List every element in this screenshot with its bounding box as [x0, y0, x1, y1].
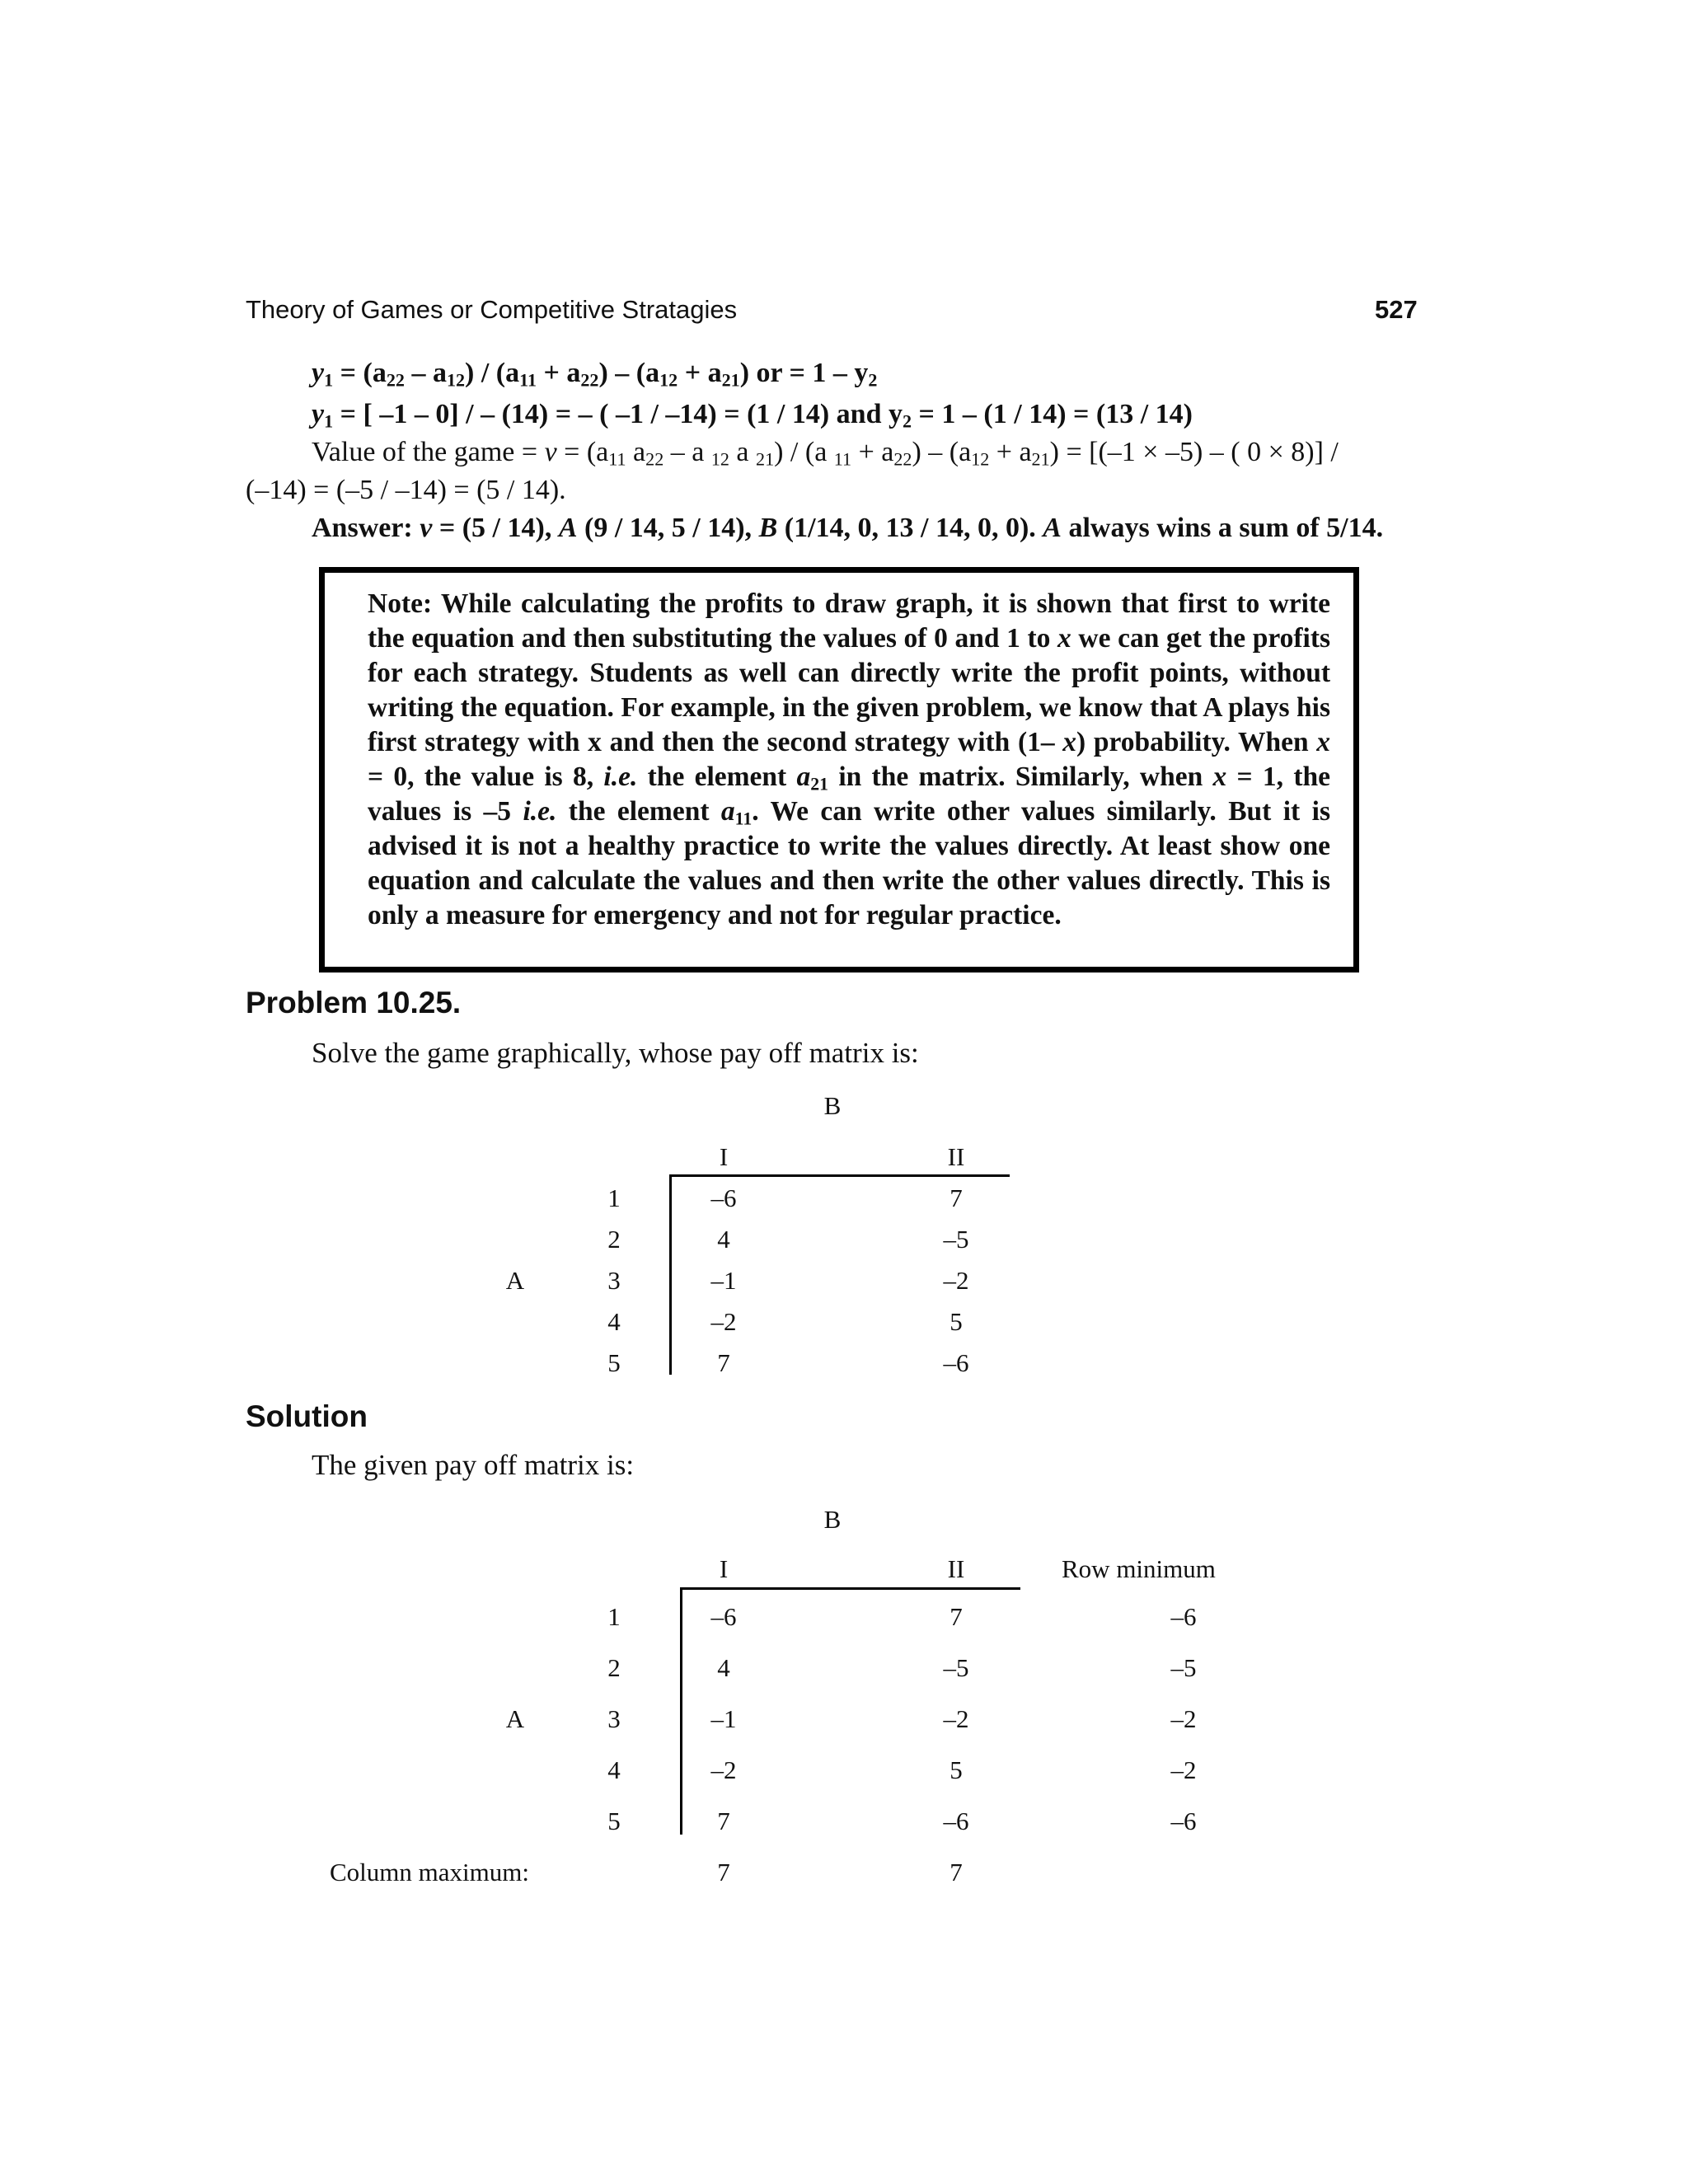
matrix-col-header: II	[947, 1142, 965, 1171]
row-minimum-value: –2	[1170, 1755, 1197, 1784]
matrix-cell: 7	[717, 1348, 730, 1377]
problem-heading: Problem 10.25.	[246, 986, 462, 1019]
row-minimum-header: Row minimum	[1062, 1554, 1216, 1583]
matrix-row-label: 5	[607, 1807, 621, 1835]
note-text: Note: While calculating the profits to draw graph, it is shown that first to write the equation and then substituting the values of 0 and 1 to x we can get the profits for each strategy. Students as well can directly write the profit points, without writing the equation. For example, in the given problem, we know that A plays his first strategy with x and then the second strategy with (1– x) probability. When x = 0, the value is 8, i.e. the element $a_{21}$ in the matrix. Similarly, when x = 1, the values is –5 i.e. the element $a_{11}$. We can write other values similarly. But it is advised it is not a healthy practice to write the values directly. At least show one equation and calculate the values and then write the other values directly. This is only a measure for emergency and not for regular practice.	[368, 588, 1331, 930]
matrix-cell: –5	[943, 1225, 969, 1254]
matrix-cell: –1	[710, 1704, 737, 1733]
row-minimum-value: –5	[1170, 1653, 1197, 1682]
column-maximum-label: Column maximum:	[330, 1858, 529, 1886]
matrix-row-label: 2	[607, 1653, 621, 1682]
matrix-cell: –5	[943, 1653, 969, 1682]
matrix-row-label: 4	[607, 1307, 621, 1336]
matrix-row-label: 1	[607, 1602, 621, 1631]
matrix-left-rule	[680, 1587, 682, 1835]
equation-y1-values: $y_1$ = [ –1 – 0] / – (14) = – ( –1 / –14) = (1 / 14) and $y_2 = 1 - (1 / 14) = (13 / 14)$	[312, 399, 1193, 432]
column-maximum-value: 7	[717, 1858, 730, 1886]
matrix-cell: 5	[950, 1755, 963, 1784]
solution-heading: Solution	[246, 1399, 368, 1433]
matrix-cell: 7	[950, 1602, 963, 1631]
answer-line: Answer: v = (5 / 14), A (9 / 14, 5 / 14), B (1/14, 0, 13 / 14, 0, 0). A always wins a sum of 5/14.	[312, 513, 1384, 543]
matrix-cell: –2	[943, 1266, 969, 1295]
matrix-row-label: 2	[607, 1225, 621, 1254]
matrix-col-header: I	[719, 1554, 729, 1583]
row-minimum-value: –2	[1170, 1704, 1197, 1733]
matrix-cell: –2	[710, 1755, 737, 1784]
row-minimum-value: –6	[1170, 1807, 1197, 1835]
column-maximum-value: 7	[950, 1858, 963, 1886]
matrix-cell: 5	[950, 1307, 963, 1336]
matrix-col-header: II	[947, 1554, 965, 1583]
problem-statement: Solve the game graphically, whose pay off matrix is:	[312, 1037, 919, 1069]
matrix-row-label: 5	[607, 1348, 621, 1377]
matrix-cell: 4	[717, 1225, 730, 1254]
matrix-player-b: B	[823, 1505, 842, 1534]
matrix-cell: –2	[943, 1704, 969, 1733]
equation-y1-formula: $y_1 = (a_{22} - a_{12}) / (a_{11} + a_{22}) - (a_{12} + a_{21})$ or = $1 - y_2$	[312, 358, 878, 391]
matrix-top-rule	[669, 1174, 1010, 1177]
matrix-cell: –2	[710, 1307, 737, 1336]
matrix-player-a: A	[505, 1704, 525, 1733]
matrix-row-label: 3	[607, 1266, 621, 1295]
matrix-cell: –6	[710, 1602, 737, 1631]
matrix-player-b: B	[823, 1091, 842, 1120]
matrix-cell: –6	[710, 1183, 737, 1212]
matrix-cell: 4	[717, 1653, 730, 1682]
matrix-cell: –6	[943, 1807, 969, 1835]
running-header: Theory of Games or Competitive Stratagies	[246, 295, 738, 324]
matrix-cell: –1	[710, 1266, 737, 1295]
matrix-cell: 7	[950, 1183, 963, 1212]
solution-statement: The given pay off matrix is:	[312, 1449, 635, 1481]
matrix-player-a: A	[505, 1266, 525, 1295]
matrix-left-rule	[669, 1174, 672, 1375]
matrix-col-header: I	[719, 1142, 729, 1171]
matrix-row-label: 3	[607, 1704, 621, 1733]
matrix-top-rule	[680, 1587, 1020, 1590]
matrix-cell: –6	[943, 1348, 969, 1377]
row-minimum-value: –6	[1170, 1602, 1197, 1631]
value-of-game-result: (–14) = (–5 / –14) = (5 / 14).	[246, 475, 566, 505]
matrix-cell: 7	[717, 1807, 730, 1835]
matrix-row-label: 1	[607, 1183, 621, 1212]
value-of-game-formula: Value of the game = $v = (a_{11}$ $a_{22}$ – a $_{12}$ a $_{21}$) / (a $_{11} + a_{22}) - (a_{12} + a_{21}) = [(-1 \times -5)$ – ( 0 × 8)] /	[312, 437, 1339, 470]
matrix-row-label: 4	[607, 1755, 621, 1784]
page-number: 527	[1375, 295, 1418, 324]
